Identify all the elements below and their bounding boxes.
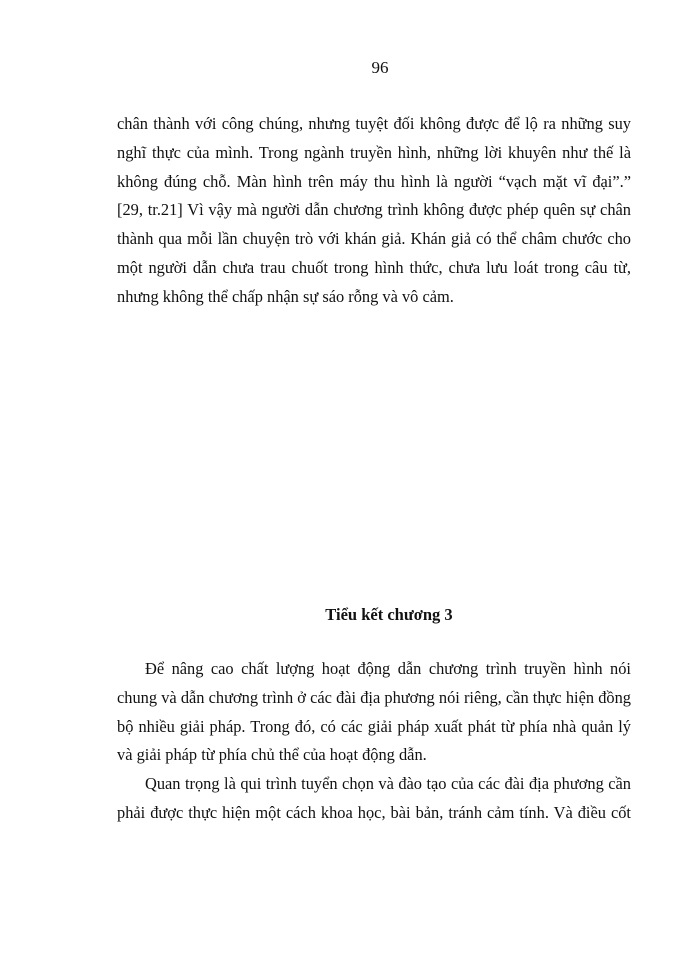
text-line: và giải pháp từ phía chủ thể của hoạt động dẫn.	[117, 745, 427, 765]
page-number: 96	[371, 58, 389, 77]
text-line: chung và dẫn chương trình ở các đài địa phương nói riêng, cần thực hiện đồng	[117, 687, 631, 707]
text-line: nghĩ thực của mình. Trong ngành truyền hình, những lời khuyên như thế là	[117, 142, 631, 162]
body-paragraph-2	[117, 655, 631, 770]
text-line: không đúng chỗ. Màn hình trên máy thu hình là người “vạch mặt vĩ đại”.”	[117, 171, 631, 191]
text-line: [29, tr.21] Vì vậy mà người dẫn chương trình không được phép quên sự chân	[117, 200, 631, 220]
text-line: phải được thực hiện một cách khoa học, bài bản, tránh cảm tính. Và điều cốt	[117, 802, 631, 822]
section-heading: Tiểu kết chương 3	[325, 605, 453, 624]
text-line: một người dẫn chưa trau chuốt trong hình thức, chưa lưu loát trong câu từ,	[117, 257, 631, 277]
body-paragraph-3	[117, 770, 631, 828]
text-line: Để nâng cao chất lượng hoạt động dẫn chương trình truyền hình nói	[145, 659, 631, 678]
text-line: thành qua mỗi lần chuyện trò với khán giả. Khán giả có thể châm chước cho	[117, 229, 631, 249]
text-line: Quan trọng là qui trình tuyển chọn và đào tạo của các đài địa phương cần	[145, 774, 631, 793]
body-paragraph-1	[117, 110, 631, 312]
text-line: nhưng không thể chấp nhận sự sáo rỗng và vô cảm.	[117, 286, 454, 306]
text-line: chân thành với công chúng, nhưng tuyệt đối không được để lộ ra những suy	[117, 114, 631, 133]
text-line: bộ nhiều giải pháp. Trong đó, có các giải pháp xuất phát từ phía nhà quản lý	[117, 716, 631, 736]
